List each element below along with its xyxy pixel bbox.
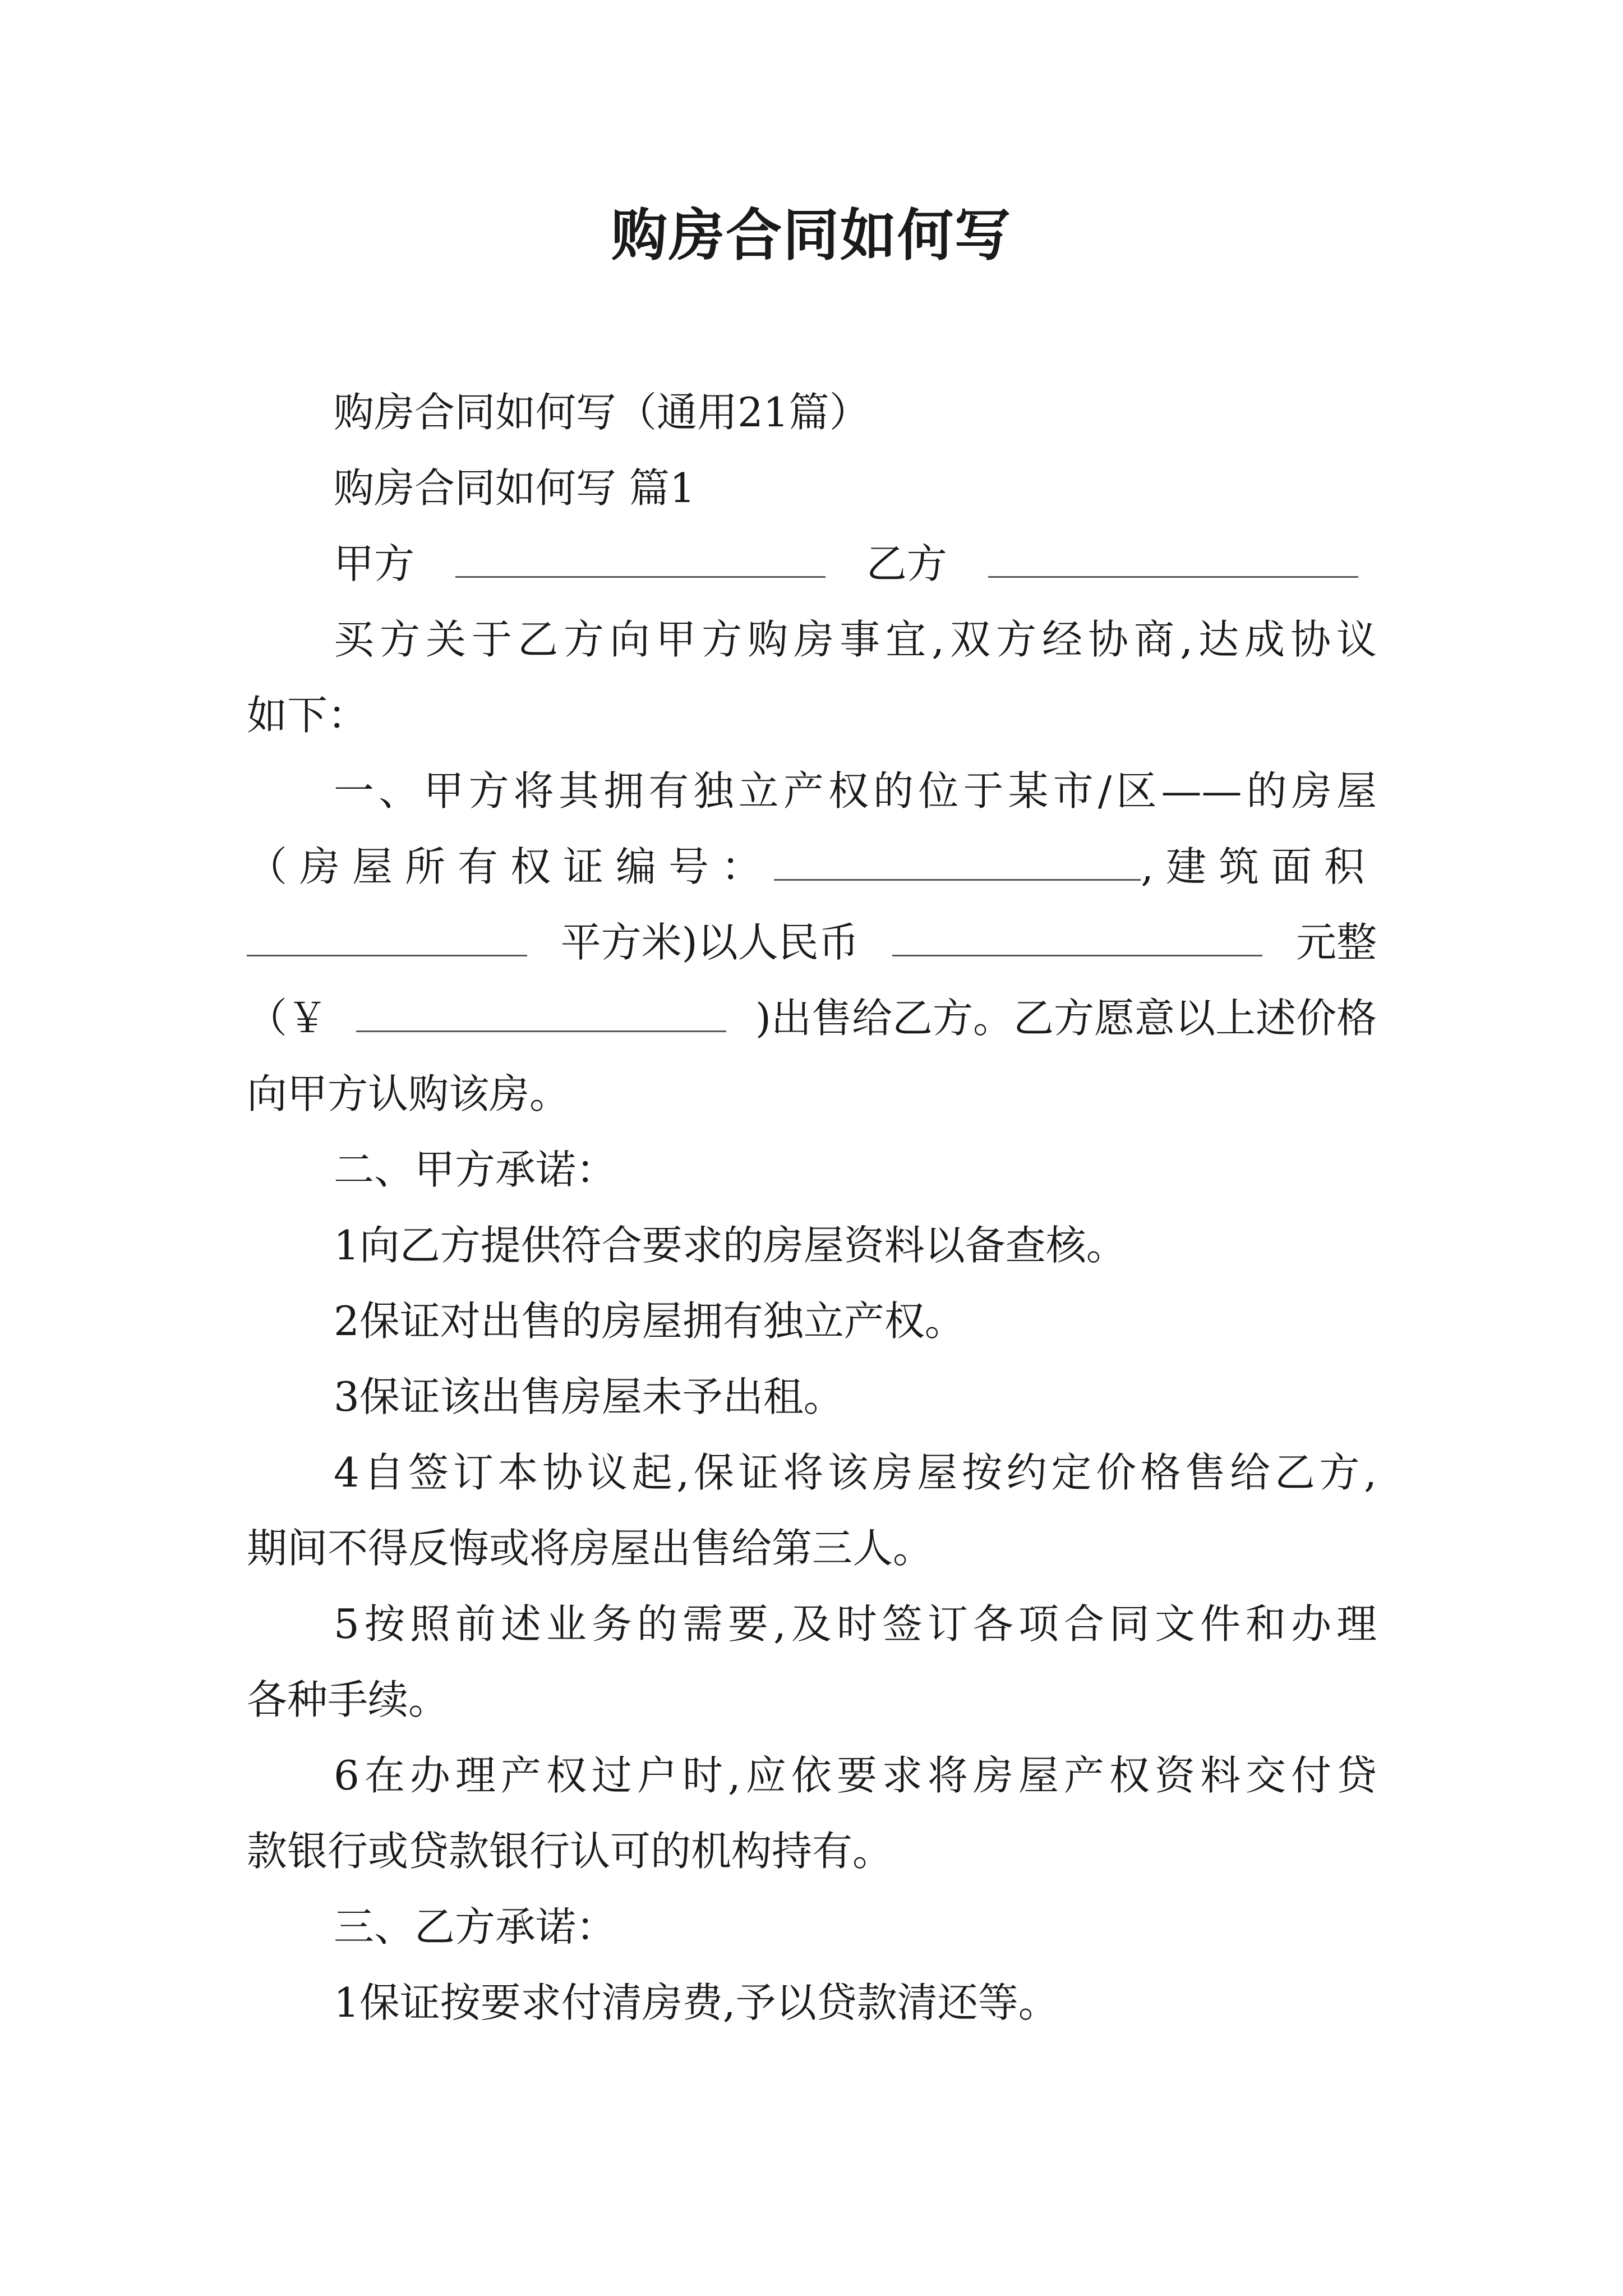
clause1-line-2 bbox=[247, 841, 1377, 892]
amount-blank bbox=[356, 995, 726, 1032]
certificate-no-blank bbox=[774, 843, 1141, 881]
floor-area-label: ,建筑面积 bbox=[1141, 843, 1377, 890]
section-heading: 购房合同如何写 篇1 bbox=[334, 464, 695, 512]
floor-area-blank bbox=[247, 919, 527, 956]
party-b-blank bbox=[988, 540, 1358, 578]
price-blank bbox=[892, 919, 1262, 956]
price-unit: 元整 bbox=[1295, 919, 1377, 966]
sale-text: )出售给乙方。乙方愿意以上述价格 bbox=[755, 995, 1377, 1042]
clause3-heading: 三、乙方承诺： bbox=[334, 1903, 617, 1950]
price-label: 平方米)以人民币 bbox=[560, 919, 859, 966]
document-title: 购房合同如何写 bbox=[611, 203, 1012, 268]
clause1-line-1 bbox=[334, 766, 1377, 816]
clause1-line-4 bbox=[247, 993, 1377, 1043]
clause2-item-4-line-1 bbox=[334, 1447, 1377, 1498]
clause1-line-3 bbox=[247, 917, 1377, 968]
clause2-item-6-line-2: 款银行或贷款银行认可的机构持有。 bbox=[247, 1828, 893, 1875]
party-b-label: 乙方 bbox=[866, 540, 947, 587]
clause2-item-2: 2保证对出售的房屋拥有独立产权。 bbox=[334, 1297, 965, 1345]
clause2-item-6-line-1 bbox=[334, 1750, 1377, 1801]
amount-label: （￥ bbox=[247, 995, 328, 1042]
intro-line-2: 如下： bbox=[247, 692, 368, 739]
parties-line bbox=[334, 539, 1358, 589]
clause1-text-1: 一、甲方将其拥有独立产权的位于某市/区——的房屋 bbox=[334, 767, 1377, 815]
clause2-item-5-line-1 bbox=[334, 1599, 1377, 1649]
clause2-item-5-line-2: 各种手续。 bbox=[247, 1676, 449, 1723]
intro-text-1: 买方关于乙方向甲方购房事宜,双方经协商,达成协议 bbox=[334, 616, 1377, 663]
document-subtitle: 购房合同如何写（通用21篇） bbox=[334, 389, 870, 436]
clause2-heading: 二、甲方承诺： bbox=[334, 1146, 617, 1193]
clause2-item-3: 3保证该出售房屋未予出租。 bbox=[334, 1373, 844, 1420]
clause2-item-1: 1向乙方提供符合要求的房屋资料以备查核。 bbox=[334, 1222, 1127, 1269]
clause2-item-4-text-1: 4自签订本协议起,保证将该房屋按约定价格售给乙方, bbox=[334, 1449, 1377, 1496]
party-a-blank bbox=[455, 540, 826, 578]
clause3-item-1: 1保证按要求付清房费,予以贷款清还等。 bbox=[334, 1979, 1059, 2026]
clause2-item-4-line-2: 期间不得反悔或将房屋出售给第三人。 bbox=[247, 1525, 934, 1572]
clause1-line-5: 向甲方认购该房。 bbox=[247, 1070, 570, 1117]
clause2-item-5-text-1: 5按照前述业务的需要,及时签订各项合同文件和办理 bbox=[334, 1600, 1377, 1648]
clause2-item-6-text-1: 6在办理产权过户时,应依要求将房屋产权资料交付贷 bbox=[334, 1752, 1377, 1799]
intro-line-1 bbox=[334, 614, 1377, 665]
certificate-no-label: （房屋所有权证编号： bbox=[247, 843, 774, 890]
party-a-label: 甲方 bbox=[334, 540, 415, 587]
